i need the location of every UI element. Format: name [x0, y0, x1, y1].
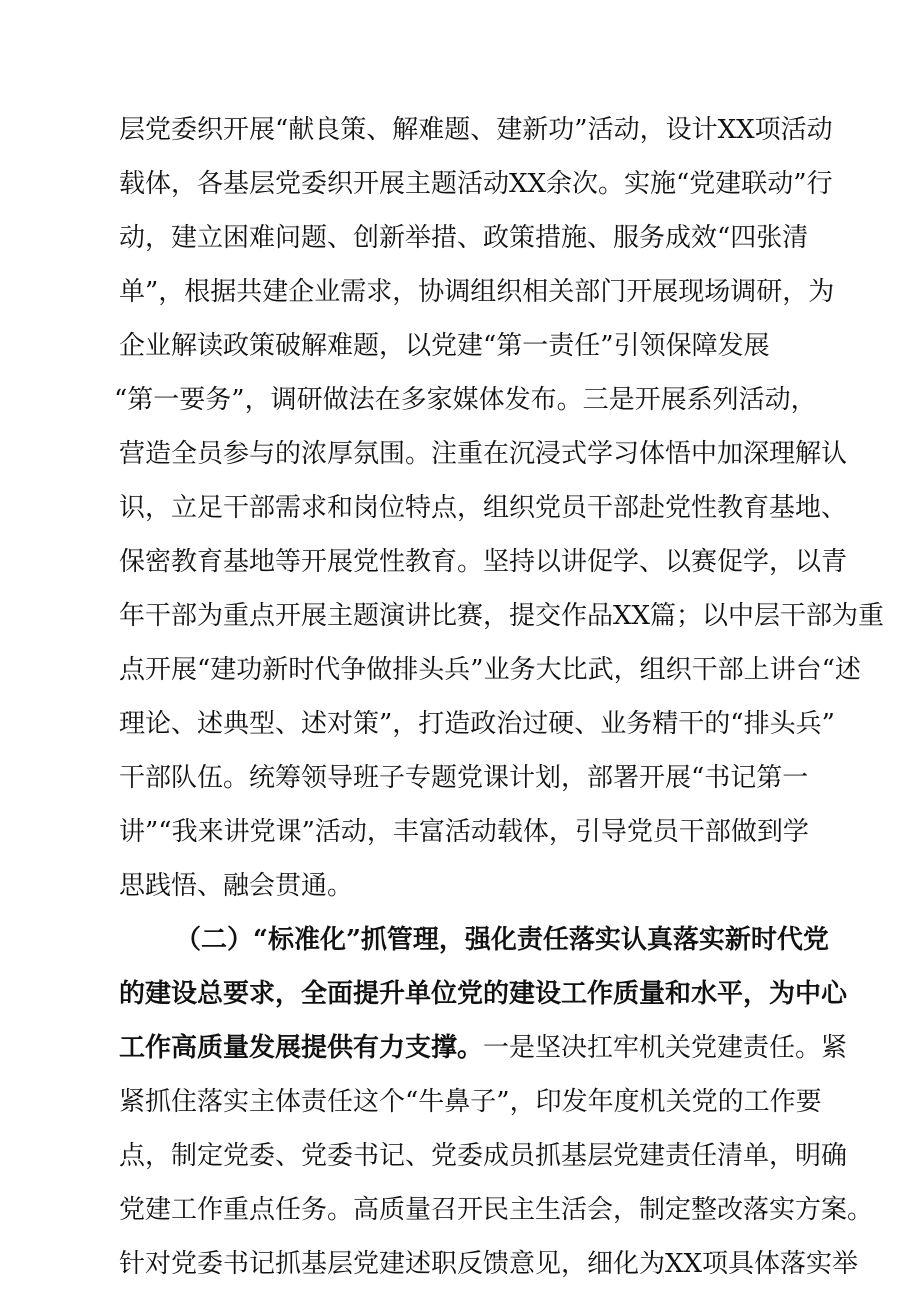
line-text: 识，立足干部需求和岗位特点，组织党员干部赴党性教育基地、 — [119, 493, 848, 523]
body-line — [0, 373, 920, 427]
line-text: 载体，各基层党委织开展主题活动XX余次。实施“党建联动”行 — [119, 169, 833, 199]
section-heading-text: （二）“标准化”抓管理，强化责任落实认真落实新时代党 — [175, 925, 829, 955]
body-line — [0, 1237, 920, 1291]
line-text: 紧抓住落实主体责任这个“牛鼻子”，印发年度机关党的工作要 — [119, 1087, 822, 1117]
body-line — [0, 535, 920, 589]
body-line — [0, 751, 920, 805]
line-text: “第一要务”，调研做法在多家媒体发布。三是开展系列活动， — [114, 385, 817, 415]
body-line — [0, 859, 920, 913]
line-text: 保密教育基地等开展党性教育。坚持以讲促学、以赛促学，以青 — [119, 547, 848, 577]
body-line — [0, 481, 920, 535]
line-text: 讲”“我来讲党课”活动，丰富活动载体，引导党员干部做到学 — [119, 817, 809, 847]
body-line — [0, 805, 920, 859]
body-line — [0, 211, 920, 265]
line-text: 层党委织开展“献良策、解难题、建新功”活动，设计XX项活动 — [119, 115, 833, 145]
line-text: 一是坚决扛牢机关党建责任。紧 — [483, 1033, 848, 1063]
line-text: 干部队伍。统筹领导班子专题党课计划，部署开展“书记第一 — [119, 763, 809, 793]
line-text: 针对党委书记抓基层党建述职反馈意见，细化为XX项具体落实举 — [119, 1249, 859, 1279]
section-heading-line — [0, 1021, 920, 1075]
body-line — [0, 589, 920, 643]
body-line — [0, 643, 920, 697]
section-heading-line — [0, 913, 920, 967]
body-line — [0, 265, 920, 319]
body-line — [0, 1183, 920, 1237]
line-text: 单”，根据共建企业需求，协调组织相关部门开展现场调研，为 — [119, 277, 835, 307]
line-text: 企业解读政策破解难题，以党建“第一责任”引领保障发展 — [119, 331, 770, 361]
line-text: 营造全员参与的浓厚氛围。注重在沉浸式学习体悟中加深理解认 — [119, 439, 848, 469]
section-heading-line — [0, 967, 920, 1021]
line-text: 年干部为重点开展主题演讲比赛，提交作品XX篇；以中层干部为重 — [119, 601, 885, 631]
line-text: 点，制定党委、党委书记、党委成员抓基层党建责任清单，明确 — [119, 1141, 848, 1171]
section-heading-text: 工作高质量发展提供有力支撑。 — [119, 1033, 484, 1063]
line-text: 理论、述典型、述对策”，打造政治过硬、业务精干的“排头兵” — [119, 709, 835, 739]
body-line — [0, 1129, 920, 1183]
body-line — [0, 1075, 920, 1129]
body-line — [0, 157, 920, 211]
body-line — [0, 427, 920, 481]
body-line — [0, 103, 920, 157]
mixed-line — [119, 1021, 847, 1075]
body-line — [0, 319, 920, 373]
line-text: 党建工作重点任务。高质量召开民主生活会，制定整改落实方案。 — [119, 1195, 874, 1225]
line-text: 动，建立困难问题、创新举措、政策措施、服务成效“四张清 — [119, 223, 809, 253]
body-line — [0, 697, 920, 751]
section-heading-text: 的建设总要求，全面提升单位党的建设工作质量和水平，为中心 — [119, 979, 848, 1009]
line-text: 点开展“建功新时代争做排头兵”业务大比武，组织干部上讲台“述 — [119, 655, 861, 685]
line-text: 思践悟、融会贯通。 — [119, 871, 354, 901]
